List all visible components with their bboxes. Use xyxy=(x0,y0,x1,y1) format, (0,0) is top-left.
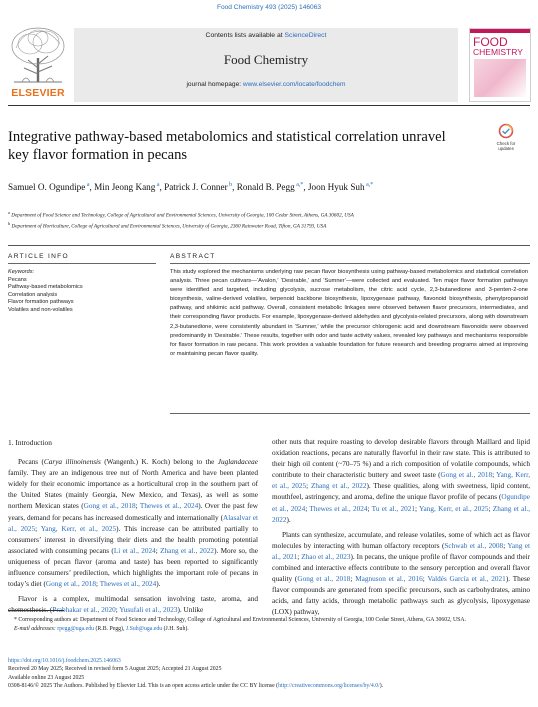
text-run: (Wangenh.) K. Koch) belong to the xyxy=(100,458,218,467)
author-name[interactable]: Joon Hyuk Suh xyxy=(307,182,365,193)
text-run: ; xyxy=(414,504,420,513)
journal-reference[interactable]: Food Chemistry 493 (2025) 146063 xyxy=(216,4,322,11)
keyword-item: Pecans xyxy=(8,276,27,283)
citation-link[interactable]: Gong et al., 2018 xyxy=(297,575,351,584)
elsevier-tree-icon xyxy=(8,24,68,86)
text-run: ; xyxy=(422,575,428,584)
citation-link[interactable]: Alasalvar et al., 2025 xyxy=(8,513,258,533)
abstract-text: This study explored the mechanisms underlying raw pecan flavor biosynthesis using pathway-based metabolomics and statistical correlation analysis. Three pecan cultivars—‘Avalon,’ ‘Desirable,’ and ‘Sumner’—were collected and evaluated. Ten major flavor formation pathways were identified and targeted, including glycolysis, sucrose metabolism, the citric acid cycle, 2,3-butanedione and 3-penten-2-one biosynthesis, valine-derived volatiles, terpenoid backbone biosynthesis, lipoxygenase pathway, flavonoid biosynthesis, phenylpropanoid pathway, and shikimic acid pathway. Overall, consistent metabolic linkages were observed between flavor precursors, intermediates, and their corresponding flavor products. For example, lipoxygenase-derived aldehydes and glycolysis-related precursors, along with downstream 2,3-butanedione, were consistently abundant in ‘Sumner,’ while the precursor chlorogenic acid and downstream flavonoids were observed predominantly in ‘Desirable.’ These results, together with odor and taste activity values, revealed key pathways and mechanisms responsible for flavor formation in raw pecans. This work provides a valuable foundation for future research and breeding programs aimed at improving or maintaining pecan flavor quality. xyxy=(170,269,528,357)
article-info-heading: ARTICLE INFO xyxy=(8,253,69,260)
text-run: ). These flavor compounds are generated from specific precursors, such as carbohydrates, amino acids, and fatty acids, through metabolic pathways such as glycolysis, lipoxygenase (LOX) pathway, xyxy=(272,575,531,617)
intro-paragraph-2 xyxy=(8,594,258,616)
text-run: ; xyxy=(350,575,356,584)
affiliation-marker: b xyxy=(8,221,11,227)
author-affiliation-marker[interactable]: a,* xyxy=(364,182,374,188)
citation-link[interactable]: Schwab et al., 2008 xyxy=(444,541,504,550)
journal-homepage-link[interactable]: www.elsevier.com/locate/foodchem xyxy=(242,81,346,88)
text-run: ; xyxy=(488,504,493,513)
citation-link[interactable]: Thewes et al., 2024 xyxy=(139,502,199,511)
affiliation-text: Department of Horticulture, College of Agricultural and Environmental Sciences, University of Georgia, 2360 Rainwater Road, Tifton, GA 31793, USA xyxy=(10,223,327,230)
keywords-label: Keywords: xyxy=(8,269,35,275)
keyword-item: Pathway-based metabolomics xyxy=(8,284,83,291)
doi-link[interactable]: https://doi.org/10.1016/j.foodchem.2025.146063 xyxy=(8,658,121,664)
keywords-list xyxy=(8,277,156,315)
cover-accent-bar xyxy=(470,29,530,33)
cover-title-line1: FOOD xyxy=(473,35,508,49)
citation-link[interactable]: Thewes et al., 2024 xyxy=(99,580,157,589)
citation-link[interactable]: Ogundipe et al., 2024 xyxy=(272,493,530,513)
text-run: family. They are an indigenous tree nut of North America and have been planted widely for their economic importance as a horticultural crop in the southern part of the United States (mainly Georgia, New Mexico, and Texas), as well as some northern Mexican states ( xyxy=(8,469,258,511)
email-link-suh[interactable]: J.Suh@uga.edu xyxy=(125,625,163,632)
abstract-heading: ABSTRACT xyxy=(170,253,216,260)
intro-paragraph-1 xyxy=(8,457,258,590)
citation-link[interactable]: Yusufali et al., 2023 xyxy=(119,606,178,615)
text-run: ). Unlike xyxy=(177,606,204,615)
email-link-pegg[interactable]: rpegg@uga.edu xyxy=(57,625,94,632)
cover-title-line2: CHEMISTRY xyxy=(473,47,523,57)
citation-link[interactable]: Zhang et al., 2022 xyxy=(272,504,531,524)
citation-link[interactable]: Zhang et al., 2022 xyxy=(160,546,215,555)
intro-paragraph-3 xyxy=(272,437,530,526)
affiliation-marker: a xyxy=(8,210,10,215)
citation-link[interactable]: Yang et al., 2021 xyxy=(272,541,530,561)
italic-text: Carya illinoinensis xyxy=(43,458,101,467)
citation-link[interactable]: Gong et al., 2018 xyxy=(83,502,136,511)
author-name[interactable]: Patrick J. Conner xyxy=(164,182,228,193)
text-run: ). This increase can be attributed partially to consumers’ interest in diversifying their diets and the health promoting potential associated with consuming pecans ( xyxy=(8,524,259,555)
text-run: ). More so, the uniqueness of pecan flavor (aroma and taste) has been reported to significantly influence consumers’ predilection, which highlights the important role of pecans in today’s diet ( xyxy=(8,546,258,589)
affiliation-line xyxy=(8,220,528,231)
citation-link[interactable]: Magnuson et al., 2016 xyxy=(355,575,423,584)
received-dates: Received 20 May 2025; Received in revised form 5 August 2025; Accepted 21 August 2025 xyxy=(8,666,222,673)
citation-link[interactable]: Yang, Kerr, et al., 2025 xyxy=(419,504,489,513)
citation-link[interactable]: Zhang et al., 2022 xyxy=(310,482,367,491)
author-affiliation-marker[interactable]: b xyxy=(227,182,233,188)
text-run: ; xyxy=(503,541,508,550)
text-run: ; xyxy=(35,524,41,533)
text-run: ; xyxy=(115,606,120,615)
check-for-updates-label[interactable]: Check for updates xyxy=(496,141,516,151)
text-run: Flavor is a complex, multimodal sensation involving taste, aroma, and chemesthesis. ( xyxy=(8,595,258,615)
author-separator: , xyxy=(232,182,237,193)
affiliation-line xyxy=(8,209,528,220)
body-left-column xyxy=(8,437,258,616)
contents-line: Contents lists available at ScienceDirect xyxy=(205,32,327,39)
cover-image xyxy=(474,59,526,97)
author-list xyxy=(8,179,488,194)
intro-paragraph-4 xyxy=(272,530,530,619)
author-separator: , xyxy=(89,182,95,193)
text-run: ). These qualities, along with sweetness, lipid content, mouthfeel, astringency, and aroma, define the unique flavor profile of pecans ( xyxy=(272,482,531,502)
text-run: ; xyxy=(297,552,302,561)
citation-link[interactable]: Zhao et al., 2023 xyxy=(301,552,351,561)
text-run: other nuts that require roasting to develop desirable flavors through Maillard and lipid oxidation reactions, pecans are naturally flavorful in their raw state. This is attributed to their high oil content (~70–75 %) and a rich composition of volatile compounds, which contribute to their characteristic buttery and sweet taste ( xyxy=(272,438,530,480)
text-run: Plants can synthesize, accumulate, and release volatiles, some of which act as flavor molecules by interacting with human olfactory receptors ( xyxy=(272,530,530,550)
citation-link[interactable]: Valdés García et al., 2021 xyxy=(427,575,506,584)
italic-text: Juglandaceae xyxy=(217,458,258,467)
abstract-top-divider xyxy=(8,245,530,246)
author-name[interactable]: Ronald B. Pegg xyxy=(236,182,295,193)
journal-name: Food Chemistry xyxy=(223,52,309,67)
abstract-divider xyxy=(170,263,530,264)
text-run: ; xyxy=(306,482,311,491)
text-run: ). In pecans, the unique profile of flavor compounds and their combined and interactive effects contribute to the sensory perception and overall flavor quality ( xyxy=(272,552,530,584)
journal-cover-thumbnail[interactable] xyxy=(469,28,531,102)
author-name[interactable]: Samuel O. Ogundipe xyxy=(8,182,86,193)
email-note: E-mail addresses: rpegg@uga.edu (R.B. Pegg), J.Suh@uga.edu (J.H. Suh). xyxy=(14,625,189,632)
body-right-column xyxy=(272,437,530,619)
author-separator: , xyxy=(303,182,308,193)
text-run: ). xyxy=(156,580,161,589)
footnote-divider xyxy=(8,610,64,611)
citation-link[interactable]: Gong et al., 2018 xyxy=(45,580,96,589)
author-affiliation-marker[interactable]: a,* xyxy=(294,182,304,188)
journal-banner xyxy=(74,28,458,102)
introduction-heading: 1. Introduction xyxy=(8,438,52,447)
text-run: ). xyxy=(286,515,291,524)
homepage-line: journal homepage: www.elsevier.com/locate/foodchem xyxy=(186,81,346,88)
journal-header xyxy=(8,20,530,104)
author-name[interactable]: Min Jeong Kang xyxy=(94,182,156,193)
text-run: ; xyxy=(155,546,161,555)
keyword-item: Flavor formation pathways xyxy=(8,299,74,306)
keywords-block xyxy=(8,269,156,315)
abstract-bottom-divider xyxy=(170,413,530,414)
citation-link[interactable]: Tu et al., 2021 xyxy=(371,504,415,513)
elsevier-logo[interactable] xyxy=(8,24,68,100)
keyword-item: Volatiles and non-volatiles xyxy=(8,306,73,313)
citation-link[interactable]: Prabhakar et al., 2020 xyxy=(52,606,116,615)
keyword-item: Correlation analysis xyxy=(8,291,58,298)
text-run: ). Over the past few years, demand for pecans has increased domestically and internationally ( xyxy=(8,502,258,522)
author-separator: , xyxy=(159,182,165,193)
footnotes xyxy=(8,616,530,633)
affiliation-text: Department of Food Science and Technology, College of Agricultural and Environmental Sciences, University of Georgia, 100 Cedar Street, Athens, GA 30602, USA xyxy=(9,212,354,219)
affiliations xyxy=(8,209,528,231)
article-info-divider xyxy=(8,263,156,264)
text-run: ; xyxy=(96,580,100,589)
text-run: Pecans ( xyxy=(18,458,44,467)
article-metadata xyxy=(8,657,530,691)
text-run: ; xyxy=(492,471,497,480)
citation-link[interactable]: Yang, Kerr, et al., 2025 xyxy=(272,471,531,491)
citation-link[interactable]: Li et al., 2024 xyxy=(113,546,156,555)
corresponding-author-note: * Corresponding authors at: Department of Food Science and Technology, College of Agricultural and Environmental Sciences, University of Georgia, 100 Cedar Street, Athens, GA 30602, USA. xyxy=(14,617,467,623)
header-divider xyxy=(8,105,530,106)
license-line: 0308-8146/© 2025 The Authors. Published by Elsevier Ltd. This is an open access article under the CC BY license (http://creativecommons.org/licenses/by/4.0/). xyxy=(8,683,384,690)
sciencedirect-link[interactable]: ScienceDirect xyxy=(284,32,327,39)
citation-link[interactable]: Thewes et al., 2024 xyxy=(309,504,368,513)
available-online: Available online 23 August 2025 xyxy=(8,674,85,681)
license-link[interactable]: http://creativecommons.org/licenses/by/4.0/ xyxy=(278,683,380,690)
citation-link[interactable]: Yang, Kerr, et al., 2025 xyxy=(40,524,117,533)
citation-link[interactable]: Gong et al., 2018 xyxy=(440,471,493,480)
article-title: Integrative pathway-based metabolomics and statistical correlation unravel key flavor formation in pecans xyxy=(8,129,446,163)
text-run: ; xyxy=(305,504,310,513)
author-affiliation-marker[interactable]: a xyxy=(85,182,90,188)
author-affiliation-marker[interactable]: a xyxy=(155,182,160,188)
publisher-name: ELSEVIER xyxy=(11,87,65,99)
text-run: ; xyxy=(135,502,140,511)
text-run: ; xyxy=(367,504,372,513)
